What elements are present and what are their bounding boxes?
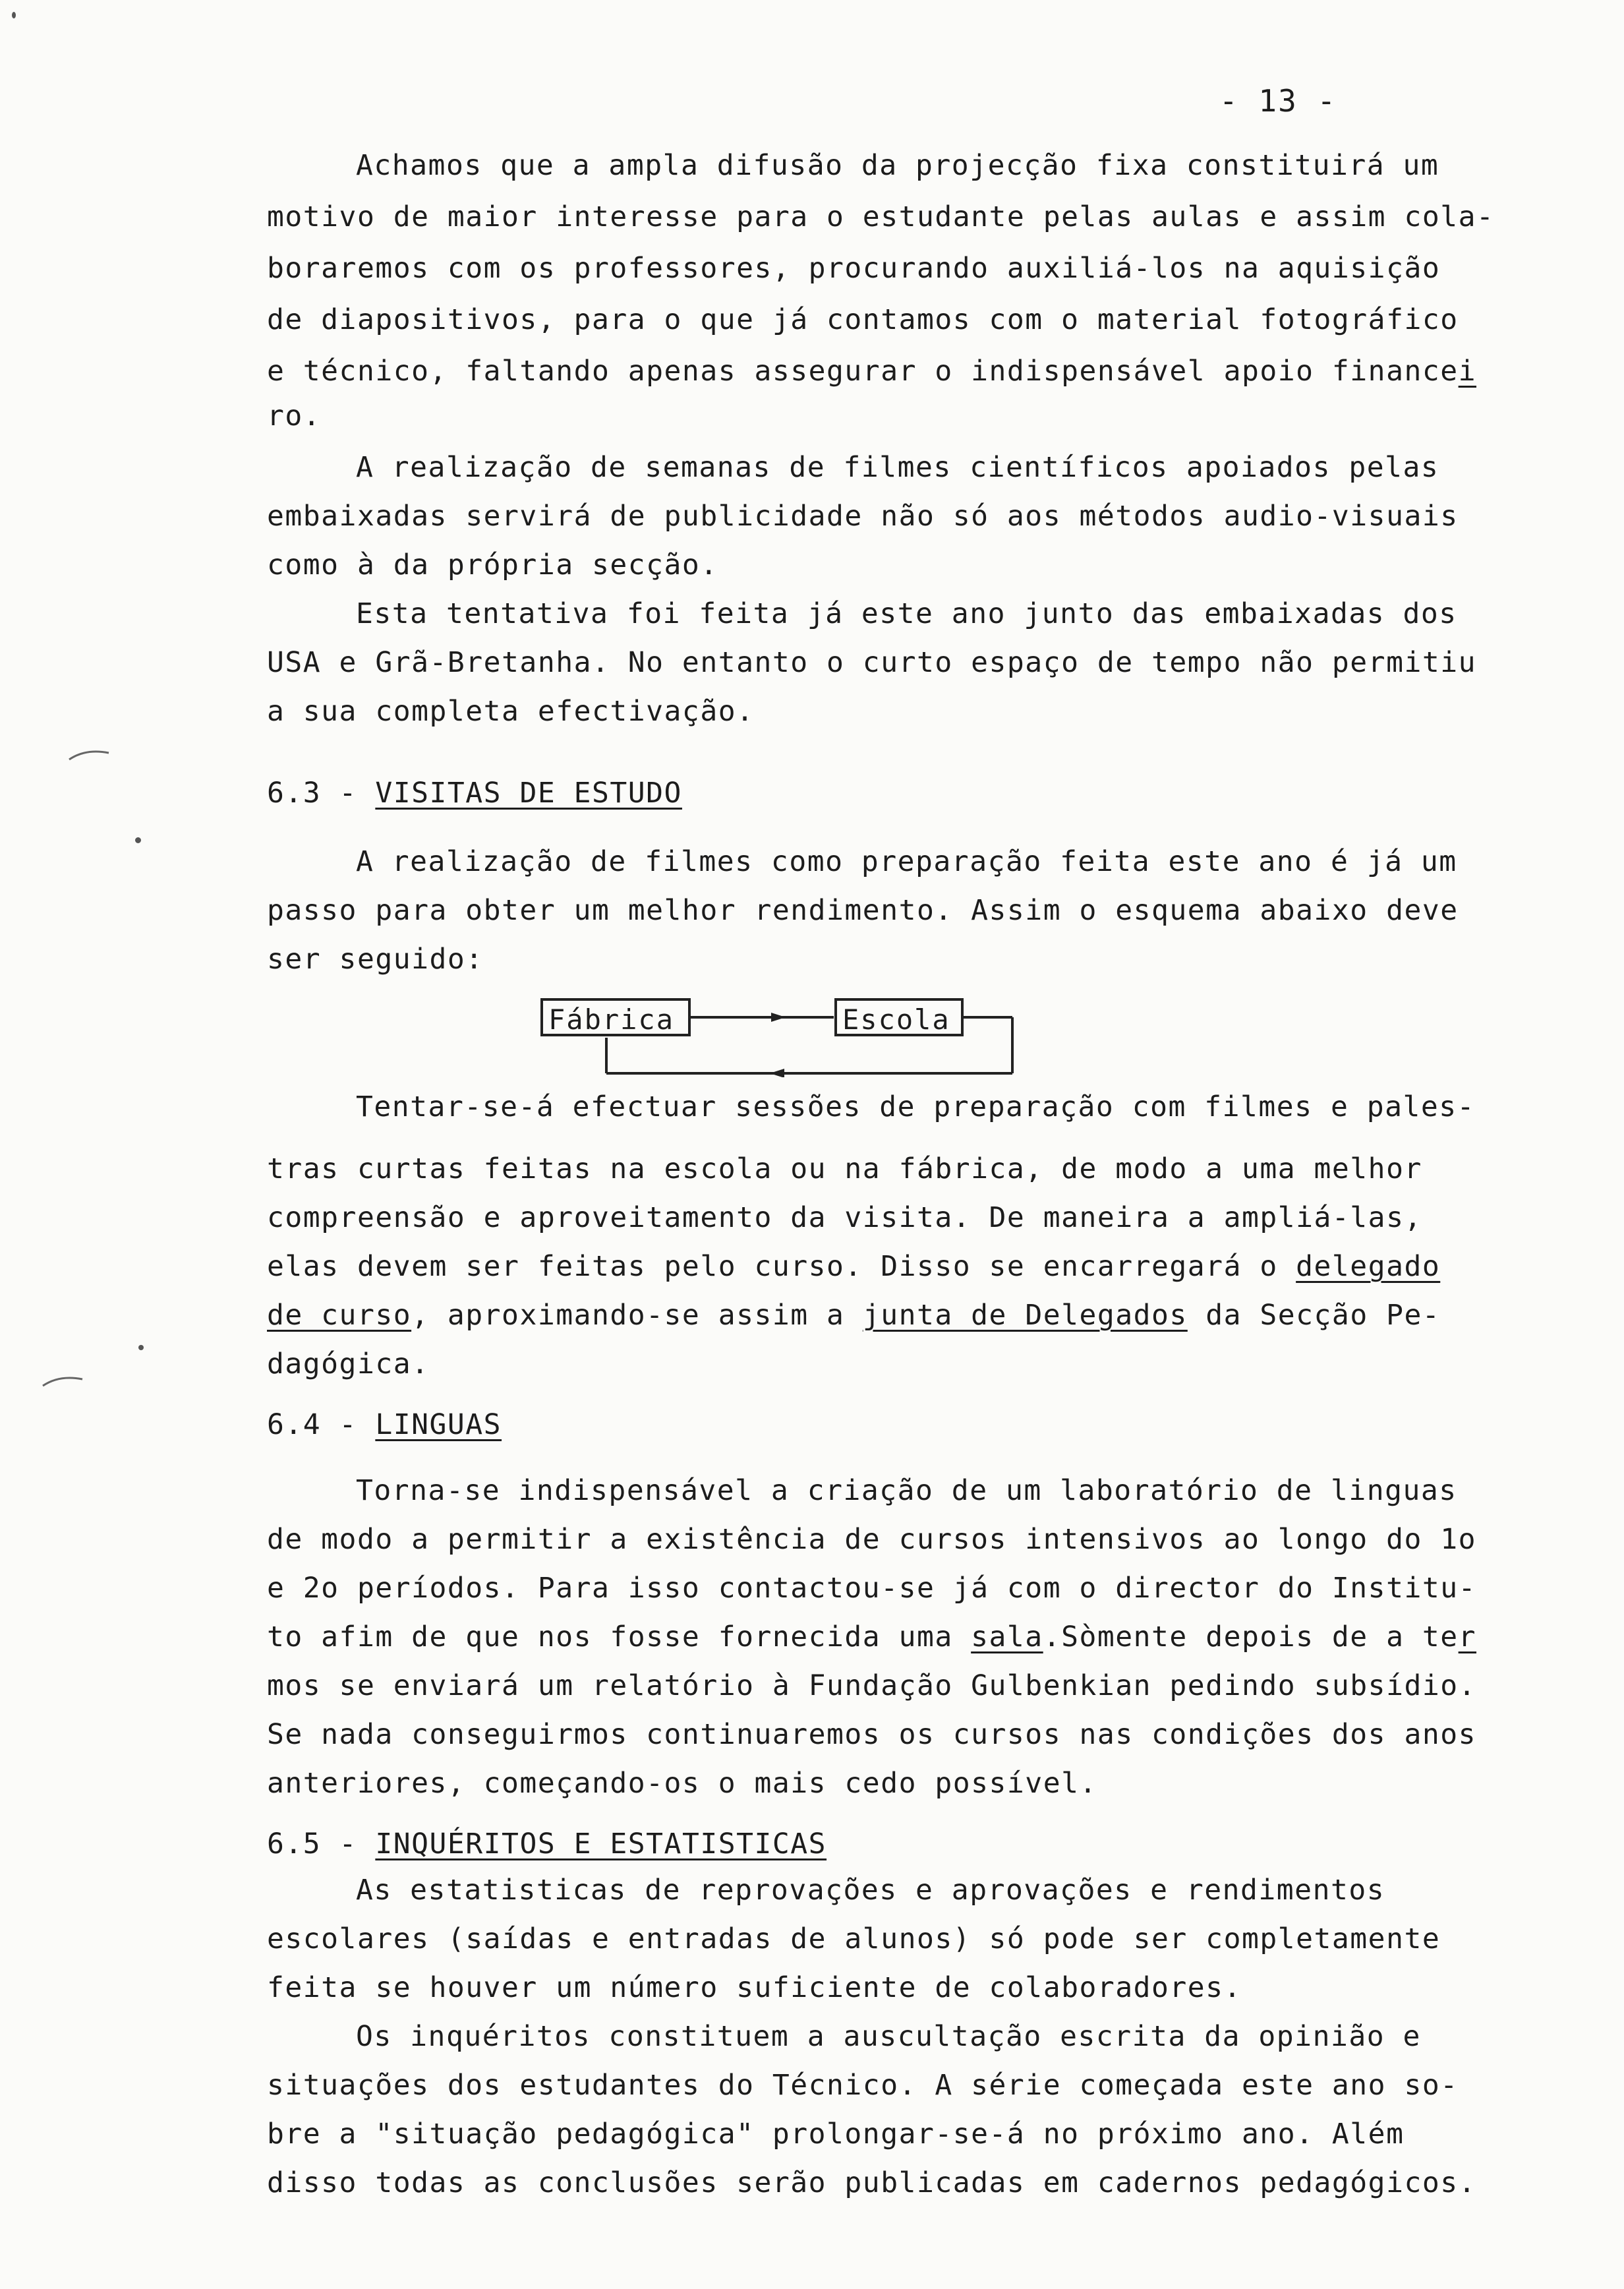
underlined-fragment: de curso bbox=[267, 1299, 412, 1332]
text-line: feita se houver um número suficiente de colaboradores. bbox=[267, 1971, 1242, 2004]
text-line: As estatisticas de reprovações e aprovações e rendimentos bbox=[356, 1874, 1385, 1907]
text-line: disso todas as conclusões serão publicadas em cadernos pedagógicos. bbox=[267, 2166, 1477, 2199]
text-fragment: e técnico, faltando apenas assegurar o indispensável apoio finance bbox=[267, 355, 1459, 388]
section-title: VISITAS DE ESTUDO bbox=[375, 777, 682, 810]
section-number: 6.5 - bbox=[267, 1828, 376, 1860]
text-line: passo para obter um melhor rendimento. Assim o esquema abaixo deve bbox=[267, 894, 1459, 927]
text-line bbox=[267, 1620, 1477, 1653]
text-line: como à da própria secção. bbox=[267, 549, 718, 581]
text-line: de diapositivos, para o que já contamos com o material fotográfico bbox=[267, 303, 1459, 336]
page-number: - 13 - bbox=[1219, 83, 1337, 119]
text-line: Se nada conseguirmos continuaremos os cursos nas condições dos anos bbox=[267, 1718, 1477, 1751]
text-fragment: , aproximando-se assim a bbox=[411, 1299, 863, 1332]
arrow-head-right bbox=[771, 1013, 786, 1022]
text-line: tras curtas feitas na escola ou na fábrica, de modo a uma melhor bbox=[267, 1152, 1422, 1185]
underlined-fragment: junta de Delegados bbox=[862, 1299, 1188, 1332]
scan-speck bbox=[138, 1345, 144, 1350]
text-fragment: elas devem ser feitas pelo curso. Disso se encarregará o bbox=[267, 1250, 1296, 1283]
section-title: INQUÉRITOS E ESTATISTICAS bbox=[375, 1828, 827, 1860]
text-line bbox=[267, 1250, 1441, 1283]
text-line bbox=[267, 357, 1476, 386]
text-line: Esta tentativa foi feita já este ano junto das embaixadas dos bbox=[356, 597, 1457, 630]
text-line: dagógica. bbox=[267, 1348, 430, 1381]
underlined-fragment: r bbox=[1458, 1620, 1477, 1653]
text-line: compreensão e aproveitamento da visita. De maneira a ampliá-las, bbox=[267, 1201, 1422, 1234]
text-line: Torna-se indispensável a criação de um laboratório de linguas bbox=[356, 1474, 1457, 1507]
text-line: Os inquéritos constituem a auscultação escrita da opinião e bbox=[356, 2020, 1421, 2053]
section-number: 6.4 - bbox=[267, 1408, 376, 1441]
text-line: mos se enviará um relatório à Fundação Gulbenkian pedindo subsídio. bbox=[267, 1669, 1477, 1702]
text-line: bre a "situação pedagógica" prolongar-se-á no próximo ano. Além bbox=[267, 2118, 1405, 2151]
text-line bbox=[267, 1301, 1440, 1330]
section-title: LINGUAS bbox=[375, 1408, 502, 1441]
section-heading bbox=[267, 1408, 502, 1441]
text-line: a sua completa efectivação. bbox=[267, 695, 755, 728]
text-line: escolares (saídas e entradas de alunos) só pode ser completamente bbox=[267, 1922, 1441, 1955]
text-line: situações dos estudantes do Técnico. A série começada este ano so- bbox=[267, 2069, 1459, 2102]
box-fabrica: Fábrica bbox=[540, 998, 691, 1036]
section-number: 6.3 - bbox=[267, 777, 376, 810]
text-line: de modo a permitir a existência de cursos intensivos ao longo do 1o bbox=[267, 1523, 1477, 1556]
text-fragment: to afim de que nos fosse fornecida uma bbox=[267, 1620, 972, 1653]
text-line: motivo de maior interesse para o estudante pelas aulas e assim cola- bbox=[267, 200, 1495, 233]
text-line: Tentar-se-á efectuar sessões de preparação com filmes e pales- bbox=[356, 1090, 1476, 1123]
margin-mark bbox=[40, 1371, 86, 1391]
text-line: boraremos com os professores, procurando auxiliá-los na aquisição bbox=[267, 252, 1441, 285]
section-heading bbox=[267, 1830, 826, 1858]
text-fragment: .Sòmente depois de a te bbox=[1043, 1620, 1459, 1653]
arrow-head-left bbox=[770, 1069, 784, 1077]
box-escola: Escola bbox=[834, 998, 964, 1036]
text-line: e 2o períodos. Para isso contactou-se já com o director do Institu- bbox=[267, 1572, 1477, 1605]
scan-speck bbox=[12, 12, 16, 18]
scan-speck bbox=[135, 837, 141, 843]
underlined-fragment: i bbox=[1458, 355, 1477, 388]
text-fragment: da Secção Pe- bbox=[1187, 1299, 1441, 1332]
text-line: ro. bbox=[267, 400, 322, 432]
text-line: ser seguido: bbox=[267, 943, 484, 976]
text-line: A realização de semanas de filmes científicos apoiados pelas bbox=[356, 451, 1439, 484]
text-line: A realização de filmes como preparação feita este ano é já um bbox=[356, 845, 1457, 878]
text-line: USA e Grã-Bretanha. No entanto o curto espaço de tempo não permitiu bbox=[267, 646, 1477, 679]
text-line: embaixadas servirá de publicidade não só aos métodos audio-visuais bbox=[267, 500, 1459, 533]
text-line: anteriores, começando-os o mais cedo possível. bbox=[267, 1767, 1097, 1800]
margin-mark bbox=[66, 745, 112, 765]
section-heading bbox=[267, 779, 682, 808]
underlined-fragment: delegado bbox=[1296, 1250, 1441, 1283]
underlined-fragment: sala bbox=[971, 1620, 1043, 1653]
flow-diagram bbox=[540, 985, 1015, 1077]
text-line: Achamos que a ampla difusão da projecção fixa constituirá um bbox=[356, 149, 1439, 182]
